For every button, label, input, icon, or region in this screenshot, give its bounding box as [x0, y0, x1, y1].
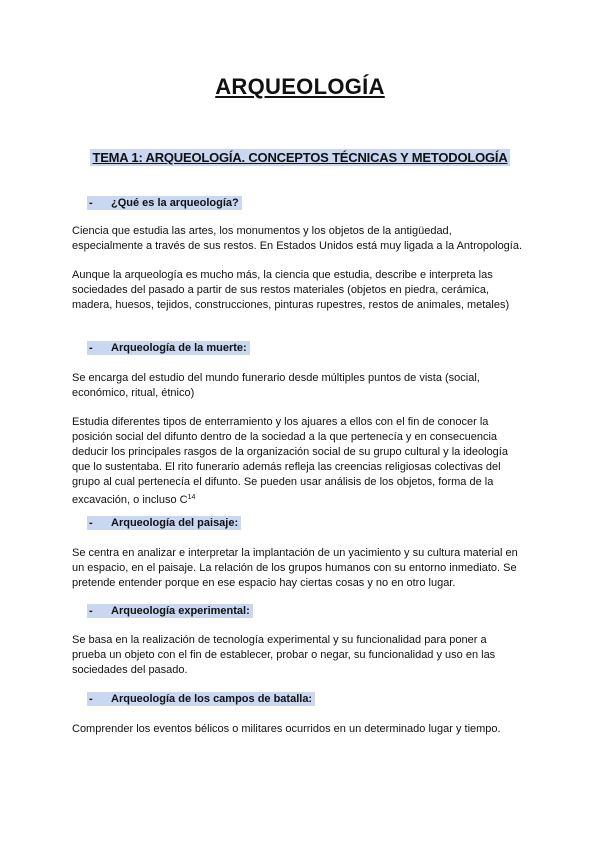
bullet-dash: - [89, 517, 93, 529]
section-heading-paisaje [87, 517, 241, 529]
text-line: económico, ritual, étnico) [72, 387, 195, 399]
text-line: sociedades del pasado a partir de sus restos materiales (objetos en piedra, cerámica, [72, 284, 490, 296]
section-heading-text: ¿Qué es la arqueología? [111, 197, 239, 209]
text-line: Se basa en la realización de tecnología experimental y su funcionalidad para poner a [72, 634, 487, 646]
bullet-dash: - [89, 197, 93, 209]
text-line: especialmente a través de sus restos. En Estados Unidos está muy ligada a la Antropología. [72, 240, 523, 252]
text-line: sociedades del pasado. [72, 664, 188, 676]
section-heading-highlight [87, 692, 315, 706]
text-line: posición social del difunto dentro de la sociedad a la que pertenecía y en consecuencia [72, 431, 498, 443]
text-line: deducir los principales rasgos de la organización social de su grupo cultural y la ideología [72, 446, 508, 458]
text-line: pretende entender porque en ese espacio hay ciertas cosas y no en otro lugar. [72, 577, 456, 589]
paragraph [72, 633, 532, 678]
paragraph [72, 224, 532, 254]
paragraph [72, 371, 532, 401]
section-heading-experimental [87, 605, 253, 617]
text-line: prueba un objeto con el fin de establecer, probar o negar, su funcionalidad y uso en las [72, 649, 496, 661]
text-line: excavación, o incluso C [72, 494, 188, 506]
paragraph [72, 722, 532, 737]
bullet-dash: - [89, 693, 93, 705]
bullet-dash: - [89, 342, 93, 354]
text-line-with-superscript [72, 490, 532, 508]
topic-subtitle-text: TEMA 1: ARQUEOLOGÍA. CONCEPTOS TÉCNICAS Y METODOLOGÍA [92, 150, 508, 165]
section-heading-batalla [87, 693, 315, 705]
section-heading-highlight [87, 516, 241, 530]
section-heading-text: Arqueología de la muerte: [111, 342, 247, 354]
section-heading-highlight [87, 604, 253, 618]
section-heading-highlight [87, 341, 250, 355]
text-line: grupo al cual pertenecía el difunto. Se pueden usar análisis de los objetos, forma de la [72, 476, 494, 488]
section-heading-que-es [87, 197, 242, 209]
text-line: que lo sustentaba. El rito funerario además refleja las creencias religiosas colectivas del [72, 461, 501, 473]
text-line: Ciencia que estudia las artes, los monumentos y los objetos de la antigüedad, [72, 225, 452, 237]
section-heading-text: Arqueología de los campos de batalla: [111, 693, 313, 705]
paragraph [72, 546, 532, 591]
text-line: un espacio, en el paisaje. La relación de los grupos humanos con su entorno inmediato. Se [72, 562, 517, 574]
topic-subtitle [0, 149, 600, 167]
bullet-dash: - [89, 605, 93, 617]
text-line: Comprender los eventos bélicos o militares ocurridos en un determinado lugar y tiempo. [72, 723, 501, 735]
superscript: 14 [187, 494, 196, 501]
text-line: Se encarga del estudio del mundo funerario desde múltiples puntos de vista (social, [72, 372, 480, 384]
paragraph [72, 268, 532, 313]
text-line: madera, huesos, tejidos, construcciones, pinturas rupestres, restos de animales, metales) [72, 299, 510, 311]
paragraph [72, 415, 532, 508]
text-line: Se centra en analizar e interpretar la implantación de un yacimiento y su cultura material en [72, 547, 518, 559]
text-line: Estudia diferentes tipos de enterramiento y los ajuares a ellos con el fin de conocer la [72, 416, 489, 428]
section-heading-text: Arqueología del paisaje: [111, 517, 239, 529]
section-heading-text: Arqueología experimental: [111, 605, 250, 617]
document-title: ARQUEOLOGÍA [215, 74, 385, 99]
section-heading-highlight [87, 196, 242, 210]
text-line: Aunque la arqueología es mucho más, la ciencia que estudia, describe e interpreta las [72, 269, 493, 281]
section-heading-muerte [87, 342, 250, 354]
